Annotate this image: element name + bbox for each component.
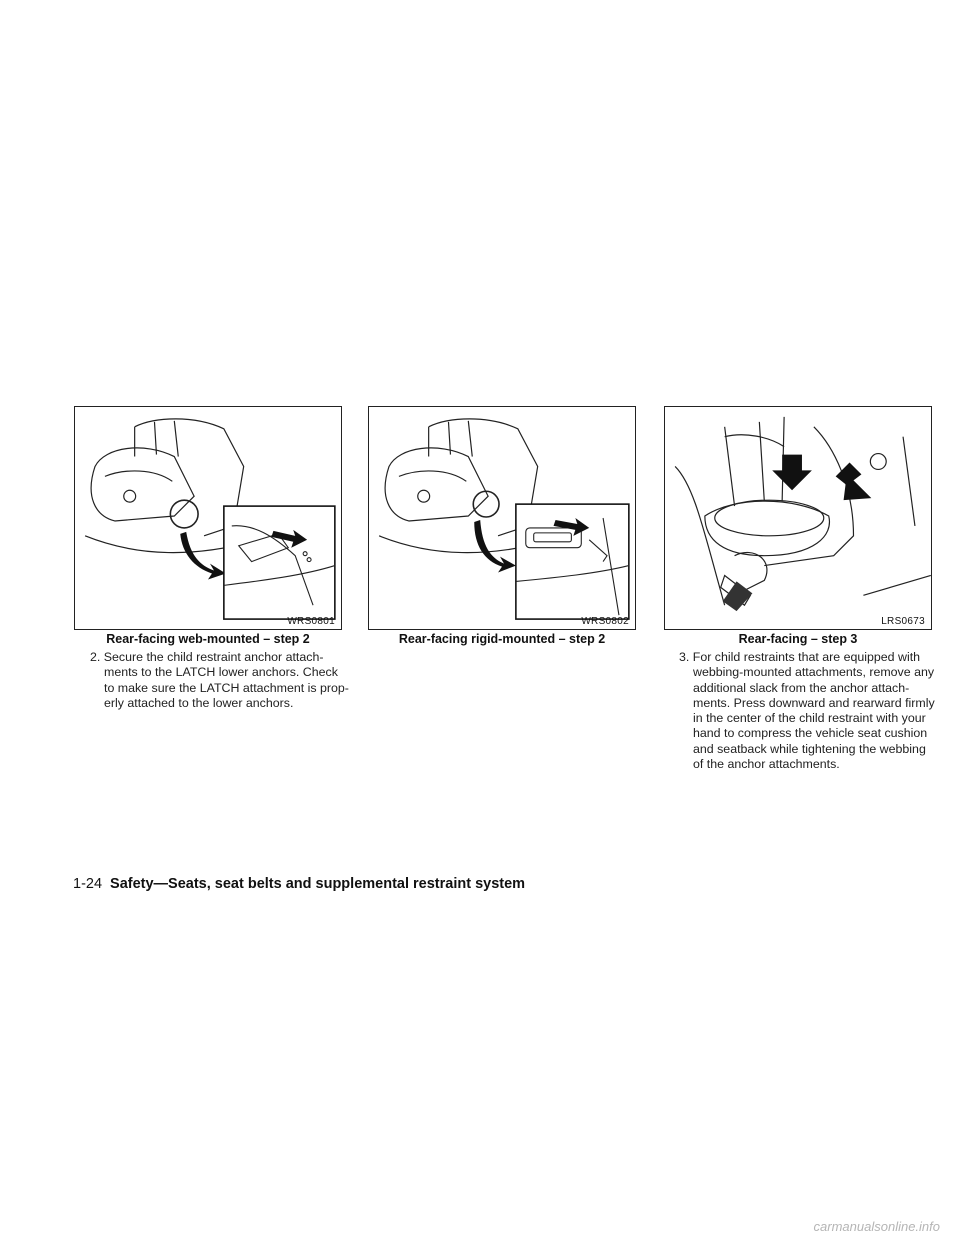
figure-code: LRS0673 xyxy=(881,616,925,627)
page-number: 1-24 xyxy=(73,876,103,892)
figure-caption: Rear-facing web-mounted – step 2 xyxy=(106,632,310,646)
figure-web-mounted-step2 xyxy=(74,406,342,630)
step-3-text xyxy=(679,650,934,772)
child-seat-rigid-latch-illustration xyxy=(369,407,635,629)
text-line: ments to the LATCH lower anchors. Check xyxy=(104,665,338,680)
figure-code: WRS0801 xyxy=(287,616,335,627)
figure-rigid-mounted-step2 xyxy=(368,406,636,630)
text-line: hand to compress the vehicle seat cushion xyxy=(693,726,928,741)
child-seat-latch-illustration xyxy=(75,407,341,629)
figure-caption: Rear-facing – step 3 xyxy=(738,632,858,646)
text-line: erly attached to the lower anchors. xyxy=(104,695,294,710)
text-line: in the center of the child restraint with your xyxy=(693,711,926,726)
text-line: ments. Press downward and rearward firmly xyxy=(693,695,935,710)
text-line: additional slack from the anchor attach- xyxy=(693,680,910,695)
text-line: webbing-mounted attachments, remove any xyxy=(693,665,935,680)
section-title: Safety—Seats, seat belts and supplemental restraint system xyxy=(110,876,526,892)
figure-code: WRS0802 xyxy=(581,616,629,627)
hand-compressing-seat-illustration xyxy=(665,407,931,629)
text-line: 2. Secure the child restraint anchor attach- xyxy=(90,650,324,664)
watermark: carmanualsonline.info xyxy=(813,1219,940,1234)
text-line: to make sure the LATCH attachment is prop- xyxy=(104,680,349,695)
step-2-text xyxy=(90,650,348,711)
text-line: 3. For child restraints that are equipped with xyxy=(679,650,921,664)
text-line: of the anchor attachments. xyxy=(693,757,840,772)
page-footer xyxy=(73,876,525,892)
figure-rear-facing-step3 xyxy=(664,406,932,630)
text-line: and seatback while tightening the webbing xyxy=(693,741,926,756)
figure-caption: Rear-facing rigid-mounted – step 2 xyxy=(398,632,606,646)
